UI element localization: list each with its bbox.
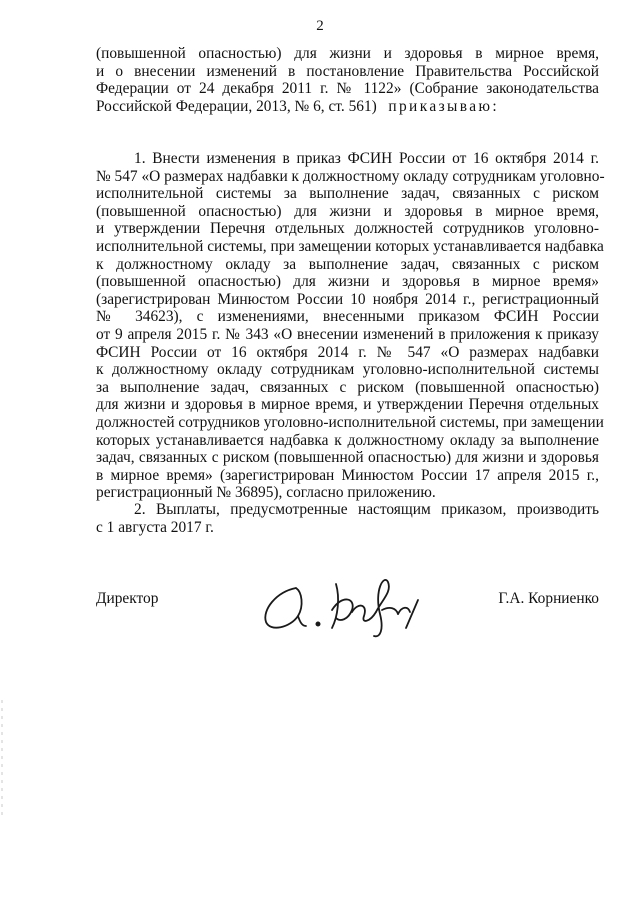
paragraph-1 (96, 150, 605, 502)
text-line: 2. Выплаты, предусмотренные настоящим приказом, производить (134, 501, 599, 518)
text-line: 1. Внести изменения в приказ ФСИН России от 16 октября 2014 г. (134, 150, 599, 167)
scan-margin-mark (0, 700, 4, 820)
text-line: (повышенной опасностью) для жизни и здоровья в мирное время» (96, 273, 599, 291)
text-line (96, 98, 599, 116)
handwritten-signature (256, 570, 441, 640)
text-line: и утверждении Перечня отдельных должностей сотрудников уголовно- (96, 220, 599, 238)
signer-name: Г.А. Корниенко (498, 590, 599, 607)
text-line: Федерации от 24 декабря 2011 г. № 1122» (Собрание законодательства (96, 80, 599, 98)
text-line: регистрационный № 36895), согласно приложению. (96, 484, 436, 502)
text-line: к должностному окладу за выполнение задач, связанных с риском (96, 255, 599, 273)
page-number: 2 (316, 18, 324, 34)
text-line: к должностному окладу сотрудникам уголовно-исполнительной системы (96, 361, 599, 379)
text-line: исполнительной системы за выполнение задач, связанных с риском (96, 185, 599, 203)
signature-block (96, 590, 599, 650)
text-line: и о внесении изменений в постановление Правительства Российской (96, 62, 599, 80)
text-line: № 34623), с изменениями, внесенными приказом ФСИН России (96, 308, 599, 326)
text-line: от 9 апреля 2015 г. № 343 «О внесении изменений в приложения к приказу (96, 325, 599, 343)
intro-paragraph (96, 45, 599, 115)
text-line: за выполнение задач, связанных с риском (повышенной опасностью) (96, 378, 599, 396)
order-command: приказываю: (388, 97, 500, 115)
text-line: в мирное время» (зарегистрирован Минюстом России 17 апреля 2015 г., (96, 466, 599, 484)
text-line: исполнительной системы, при замещении которых устанавливается надбавка (96, 237, 604, 255)
paragraph-2 (96, 501, 599, 536)
text-line: для жизни и здоровья в мирное время, и утверждении Перечня отдельных (96, 396, 599, 414)
intro-last-text: Российской Федерации, 2013, № 6, ст. 561) (96, 97, 377, 115)
text-line: задач, связанных с риском (повышенной опасностью) для жизни и здоровья (96, 449, 599, 467)
text-line: (зарегистрирован Минюстом России 10 ноября 2014 г., регистрационный (96, 290, 599, 308)
text-line: которых устанавливается надбавка к должностному окладу за выполнение (96, 431, 599, 449)
text-line: ФСИН России от 16 октября 2014 г. № 547 «О размерах надбавки (96, 343, 599, 361)
text-line: (повышенной опасностью) для жизни и здоровья в мирное время, (96, 45, 599, 62)
text-line: должностей сотрудников уголовно-исполнительной системы, при замещении (96, 413, 604, 431)
text-line: (повышенной опасностью) для жизни и здоровья в мирное время, (96, 202, 599, 220)
text-line: № 547 «О размерах надбавки к должностному окладу сотрудникам уголовно- (96, 167, 605, 185)
signer-title: Директор (96, 590, 159, 607)
text-line: с 1 августа 2017 г. (96, 518, 214, 536)
